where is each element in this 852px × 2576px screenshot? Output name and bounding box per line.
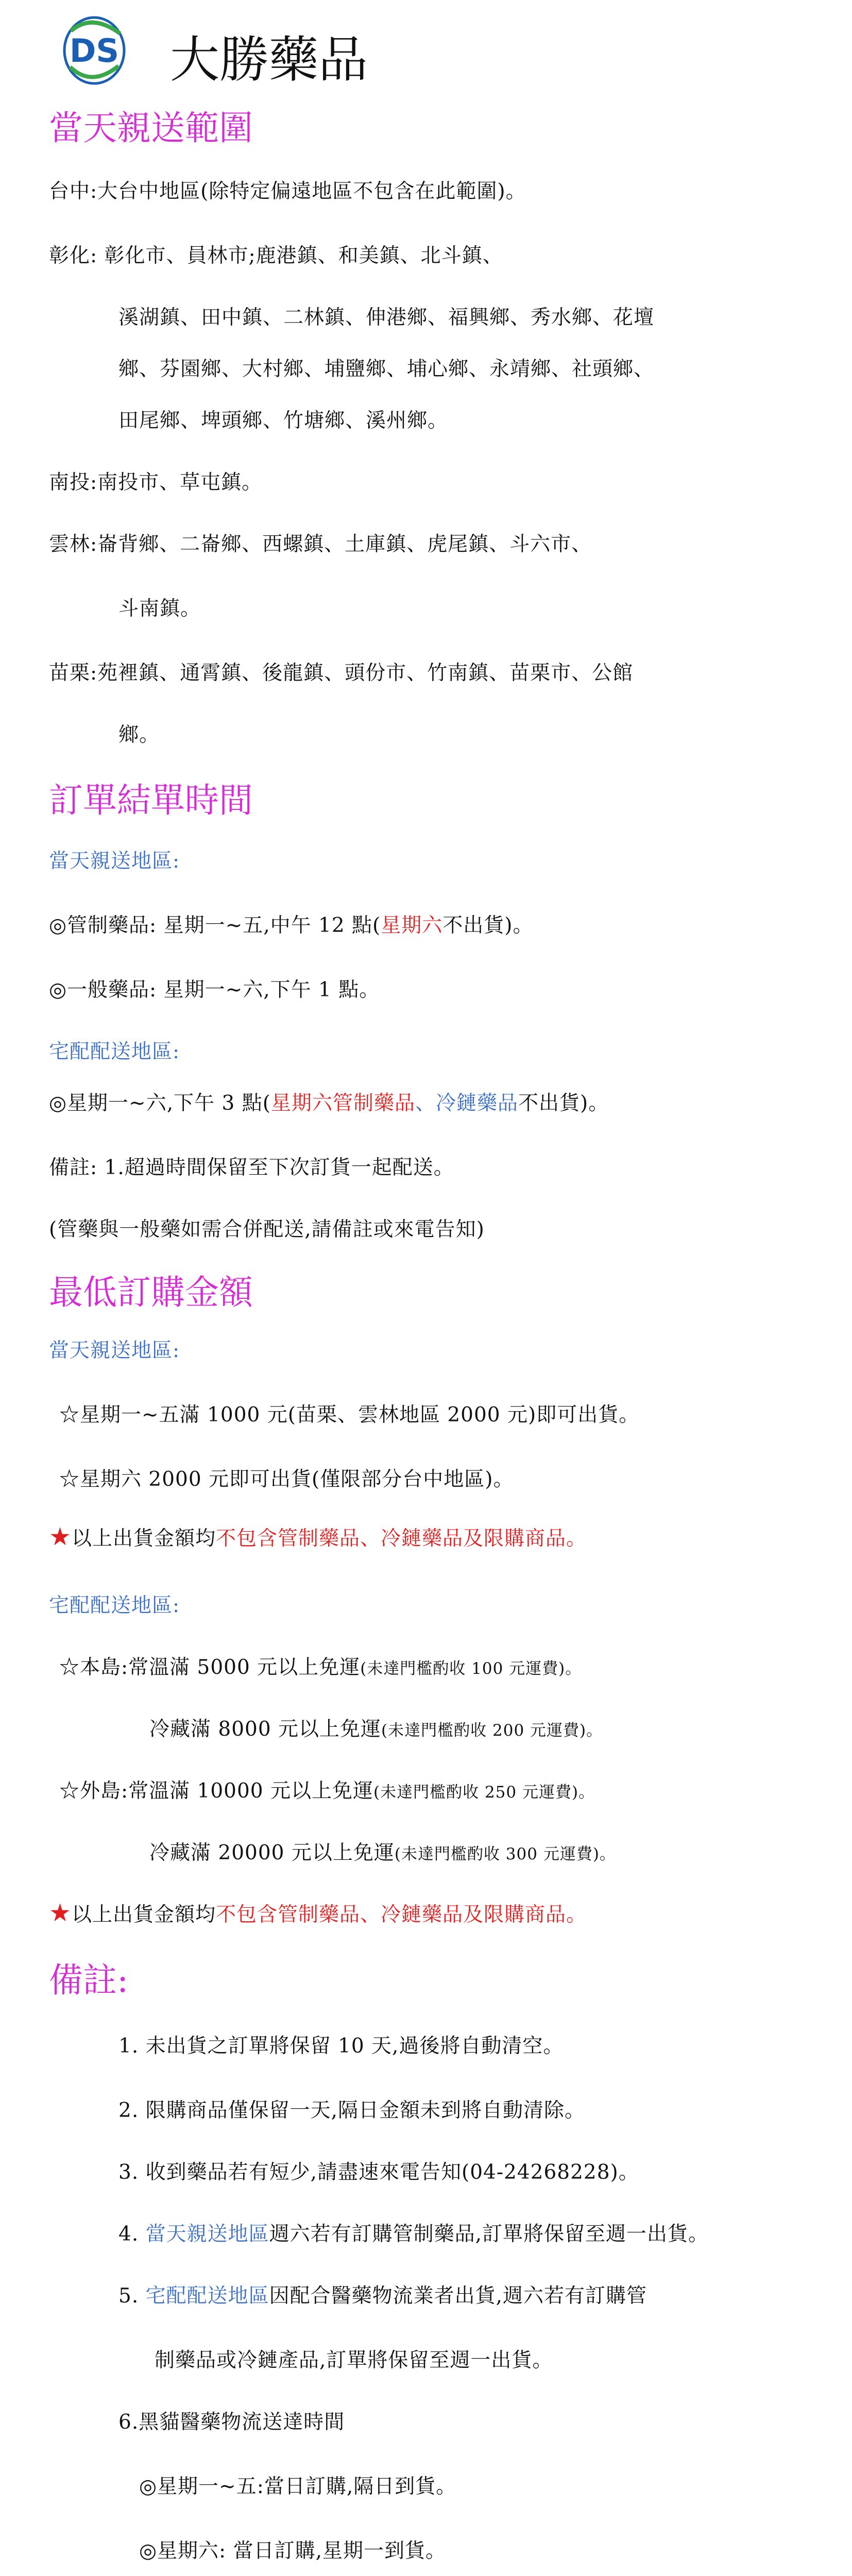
minimum-weekday: ☆星期一~五滿 1000 元(苗栗、雲林地區 2000 元)即可出貨。 bbox=[59, 1403, 640, 1427]
remark-item-6b: ◎星期六: 當日訂購,星期一到貨。 bbox=[139, 2539, 446, 2563]
minimum-warning-pre: 以上出貨金額均 bbox=[72, 1527, 216, 1550]
area-miaoli-line: 苗栗:苑裡鎮、通霄鎮、後龍鎮、頭份市、竹南鎮、苗栗市、公館 bbox=[49, 662, 634, 685]
cutoff-note1: 備註: 1.超過時間保留至下次訂貨一起配送。 bbox=[49, 1156, 454, 1179]
minimum-warning bbox=[49, 1522, 587, 1551]
outer-island-2-small: (未達門檻酌收 300 元運費)。 bbox=[394, 1845, 616, 1863]
cutoff-home bbox=[49, 1087, 609, 1116]
remark-item-6: 6.黑貓醫藥物流送達時間 bbox=[118, 2411, 345, 2434]
cutoff-controlled-red: 星期六 bbox=[381, 914, 443, 937]
brand-logo bbox=[61, 10, 128, 88]
area-yunlin-line: 雲林:崙背鄉、二崙鄉、西螺鎮、土庫鎮、虎尾鎮、斗六市、 bbox=[49, 533, 592, 556]
minimum-warning-red: 不包含管制藥品、冷鏈藥品及限購商品。 bbox=[216, 1527, 587, 1550]
cutoff-home-post: 不出貨)。 bbox=[518, 1092, 609, 1115]
remark-4-num: 4. bbox=[118, 2223, 146, 2246]
area-changhua-line: 溪湖鎮、田中鎮、二林鎮、伸港鄉、福興鄉、秀水鄉、花壇 bbox=[118, 306, 655, 329]
cutoff-note2: (管藥與一般藥如需合併配送,請備註或來電告知) bbox=[49, 1218, 485, 1241]
remark-4-post: 週六若有訂購管制藥品,訂單將保留至週一出貨。 bbox=[269, 2223, 709, 2246]
outer-island-1-text: ☆外島:常溫滿 10000 元以上免運 bbox=[59, 1780, 373, 1803]
remark-item-1: 1. 未出貨之訂單將保留 10 天,過後將自動清空。 bbox=[118, 2035, 564, 2058]
cutoff-home-sep: 、 bbox=[415, 1092, 436, 1115]
cutoff-controlled bbox=[49, 909, 534, 938]
star-icon: ★ bbox=[49, 1522, 72, 1551]
cutoff-home-label: 宅配配送地區: bbox=[49, 1040, 180, 1063]
remark-item-4 bbox=[118, 2218, 709, 2247]
outer-island-1-small: (未達門檻酌收 250 元運費)。 bbox=[373, 1783, 595, 1802]
area-changhua-line: 鄉、芬園鄉、大村鄉、埔鹽鄉、埔心鄉、永靖鄉、社頭鄉、 bbox=[118, 358, 655, 381]
minimum-warning2-pre: 以上出貨金額均 bbox=[72, 1903, 216, 1926]
minimum-saturday: ☆星期六 2000 元即可出貨(僅限部分台中地區)。 bbox=[59, 1468, 514, 1491]
area-changhua-line: 田尾鄉、埤頭鄉、竹塘鄉、溪州鄉。 bbox=[118, 409, 449, 432]
remark-4-blue: 當天親送地區 bbox=[145, 2223, 269, 2246]
minimum-outer-island-2 bbox=[149, 1837, 616, 1866]
area-yunlin-line: 斗南鎮。 bbox=[118, 597, 201, 620]
remark-item-5-line2: 制藥品或冷鏈產品,訂單將保留至週一出貨。 bbox=[155, 2349, 553, 2372]
cutoff-same-day-label: 當天親送地區: bbox=[49, 850, 180, 873]
main-island-2-text: 冷藏滿 8000 元以上免運 bbox=[149, 1718, 382, 1741]
cutoff-home-blue: 冷鏈藥品 bbox=[435, 1092, 518, 1115]
cutoff-general: ◎一般藥品: 星期一~六,下午 1 點。 bbox=[49, 978, 380, 1002]
delivery-area-heading: 當天親送範圍 bbox=[49, 108, 253, 148]
remark-item-6a: ◎星期一~五:當日訂購,隔日到貨。 bbox=[139, 2475, 457, 2498]
area-miaoli-line: 鄉。 bbox=[118, 723, 160, 747]
star-icon: ★ bbox=[49, 1899, 72, 1927]
cutoff-home-red: 星期六管制藥品 bbox=[270, 1092, 415, 1115]
logo-text: DS bbox=[69, 32, 120, 70]
outer-island-2-text: 冷藏滿 20000 元以上免運 bbox=[149, 1841, 395, 1865]
remark-item-5 bbox=[118, 2280, 647, 2309]
minimum-warning-2 bbox=[49, 1899, 587, 1927]
minimum-warning2-red: 不包含管制藥品、冷鏈藥品及限購商品。 bbox=[216, 1903, 587, 1926]
minimum-outer-island-1 bbox=[59, 1775, 595, 1804]
minimum-main-island-2 bbox=[149, 1713, 603, 1742]
remark-item-3: 3. 收到藥品若有短少,請盡速來電告知(04-24268228)。 bbox=[118, 2161, 639, 2184]
cutoff-heading: 訂單結單時間 bbox=[49, 781, 253, 820]
minimum-same-day-label: 當天親送地區: bbox=[49, 1339, 180, 1362]
main-island-2-small: (未達門檻酌收 200 元運費)。 bbox=[381, 1721, 603, 1740]
main-island-1-small: (未達門檻酌收 100 元運費)。 bbox=[360, 1659, 582, 1678]
minimum-home-label: 宅配配送地區: bbox=[49, 1594, 180, 1617]
minimum-heading: 最低訂購金額 bbox=[49, 1273, 253, 1312]
main-island-1-text: ☆本島:常溫滿 5000 元以上免運 bbox=[59, 1656, 361, 1679]
remark-5-blue: 宅配配送地區 bbox=[145, 2284, 269, 2308]
area-nantou: 南投:南投市、草屯鎮。 bbox=[49, 471, 263, 494]
area-taichung: 台中:大台中地區(除特定偏遠地區不包含在此範圍)。 bbox=[49, 180, 526, 203]
brand-name: 大勝藥品 bbox=[170, 31, 368, 89]
minimum-main-island-1 bbox=[59, 1651, 582, 1680]
remarks-heading: 備註: bbox=[49, 1960, 129, 2000]
cutoff-home-pre: ◎星期一~六,下午 3 點( bbox=[49, 1092, 271, 1115]
remark-item-2: 2. 限購商品僅保留一天,隔日金額未到將自動清除。 bbox=[118, 2099, 586, 2122]
remark-5-post: 因配合醫藥物流業者出貨,週六若有訂購管 bbox=[269, 2284, 647, 2308]
cutoff-controlled-pre: ◎管制藥品: 星期一~五,中午 12 點( bbox=[49, 914, 381, 937]
remark-5-num: 5. bbox=[118, 2284, 146, 2308]
area-changhua-line: 彰化: 彰化市、員林市;鹿港鎮、和美鎮、北斗鎮、 bbox=[49, 244, 503, 267]
cutoff-controlled-post: 不出貨)。 bbox=[442, 914, 534, 937]
